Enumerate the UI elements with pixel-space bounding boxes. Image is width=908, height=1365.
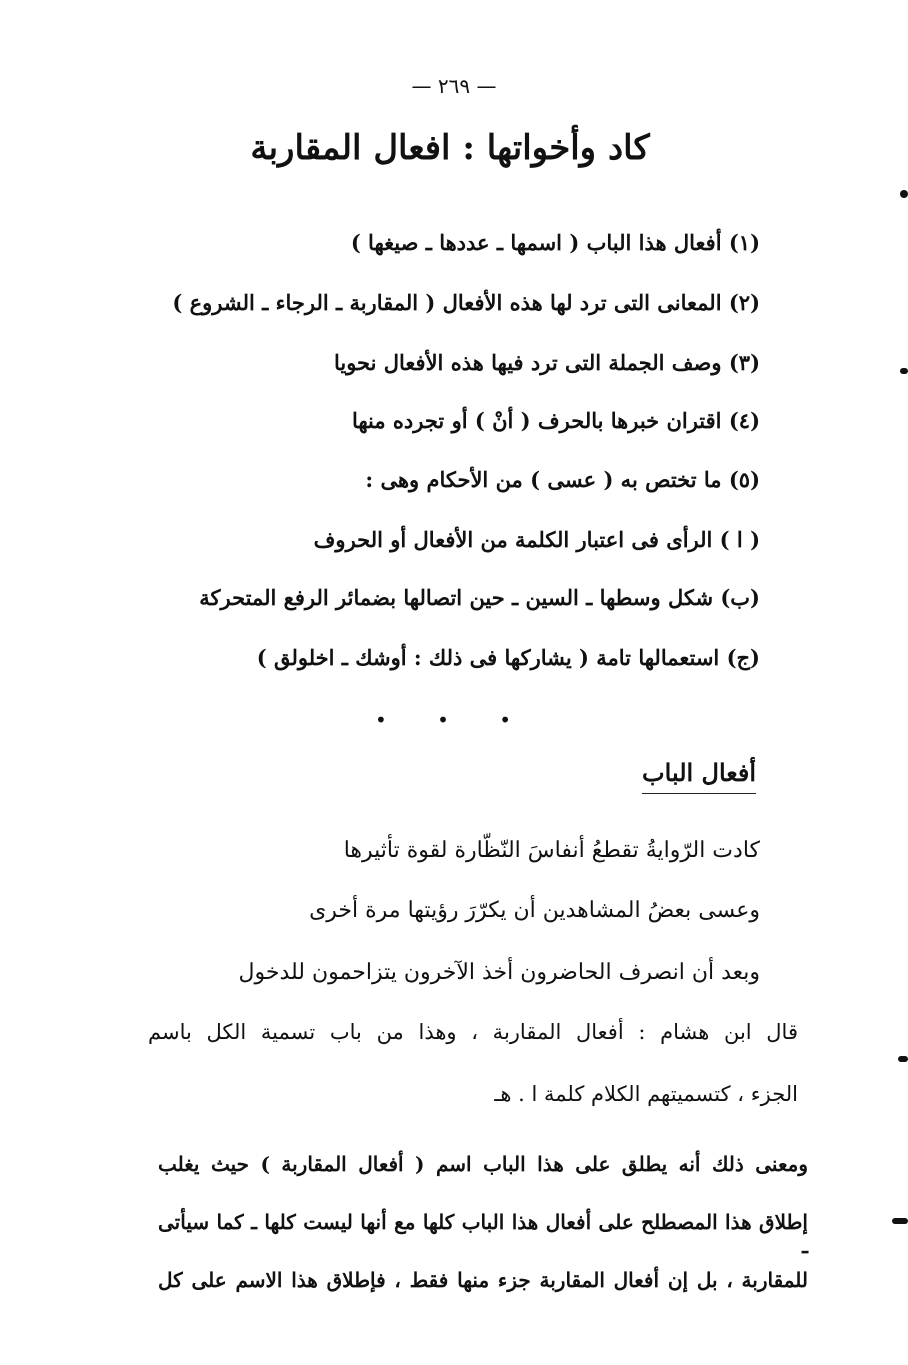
quote-line-2: الجزء ، كتسميتهم الكلام كلمة ا . هـ — [494, 1082, 798, 1106]
example-sentence-2: وعسى بعضُ المشاهدين أن يكرّرَ رؤيتها مرة أخرى — [309, 898, 760, 923]
example-sentence-1: كادت الرّوايةُ تقطعُ أنفاسَ النّظّارة لقوة تأثيرها — [343, 838, 760, 863]
toc-subitem-a: ( ا ) الرأى فى اعتبار الكلمة من الأفعال أو الحروف — [313, 527, 760, 552]
section-heading: أفعال الباب — [642, 758, 756, 794]
body-line-3: للمقاربة ، بل إن أفعال المقاربة جزء منها فقط ، فإطلاق هذا الاسم على كل — [158, 1268, 808, 1292]
quote-line-1: قال ابن هشام : أفعال المقاربة ، وهذا من باب تسمية الكل باسم — [148, 1020, 798, 1044]
toc-item-2: (٢) المعانى التى ترد لها هذه الأفعال ( المقاربة ـ الرجاء ـ الشروع ) — [172, 290, 760, 315]
toc-subitem-b: (ب) شكل وسطها ـ السين ـ حين اتصالها بضمائر الرفع المتحركة — [199, 585, 760, 610]
toc-item-3: (٣) وصف الجملة التى ترد فيها هذه الأفعال نحويا — [333, 350, 760, 375]
page-number: — ٢٦٩ — — [411, 74, 497, 98]
scan-mark — [900, 368, 908, 374]
example-sentence-3: وبعد أن انصرف الحاضرون أخذ الآخرون يتزاحمون للدخول — [238, 960, 760, 985]
toc-item-1: (١) أفعال هذا الباب ( اسمها ـ عددها ـ صيغها ) — [350, 230, 760, 255]
body-line-2: إطلاق هذا المصطلح على أفعال هذا الباب كلها مع أنها ليست كلها ـ كما سيأتى ـ — [158, 1210, 808, 1258]
body-line-1: ومعنى ذلك أنه يطلق على هذا الباب اسم ( أفعال المقاربة ) حيث يغلب — [158, 1152, 808, 1176]
scan-mark — [898, 1056, 908, 1062]
toc-subitem-c: (ج) استعمالها تامة ( يشاركها فى ذلك : أوشك ـ اخلولق ) — [256, 645, 760, 670]
scan-mark — [892, 1218, 908, 1224]
toc-item-4: (٤) اقتران خبرها بالحرف ( أنْ ) أو تجرده منها — [351, 408, 760, 433]
toc-item-5: (٥) ما تختص به ( عسى ) من الأحكام وهى : — [365, 467, 760, 492]
chapter-title: كاد وأخواتها : افعال المقاربة — [250, 128, 650, 168]
section-separator: • • • — [374, 708, 534, 732]
scan-mark — [900, 190, 908, 198]
